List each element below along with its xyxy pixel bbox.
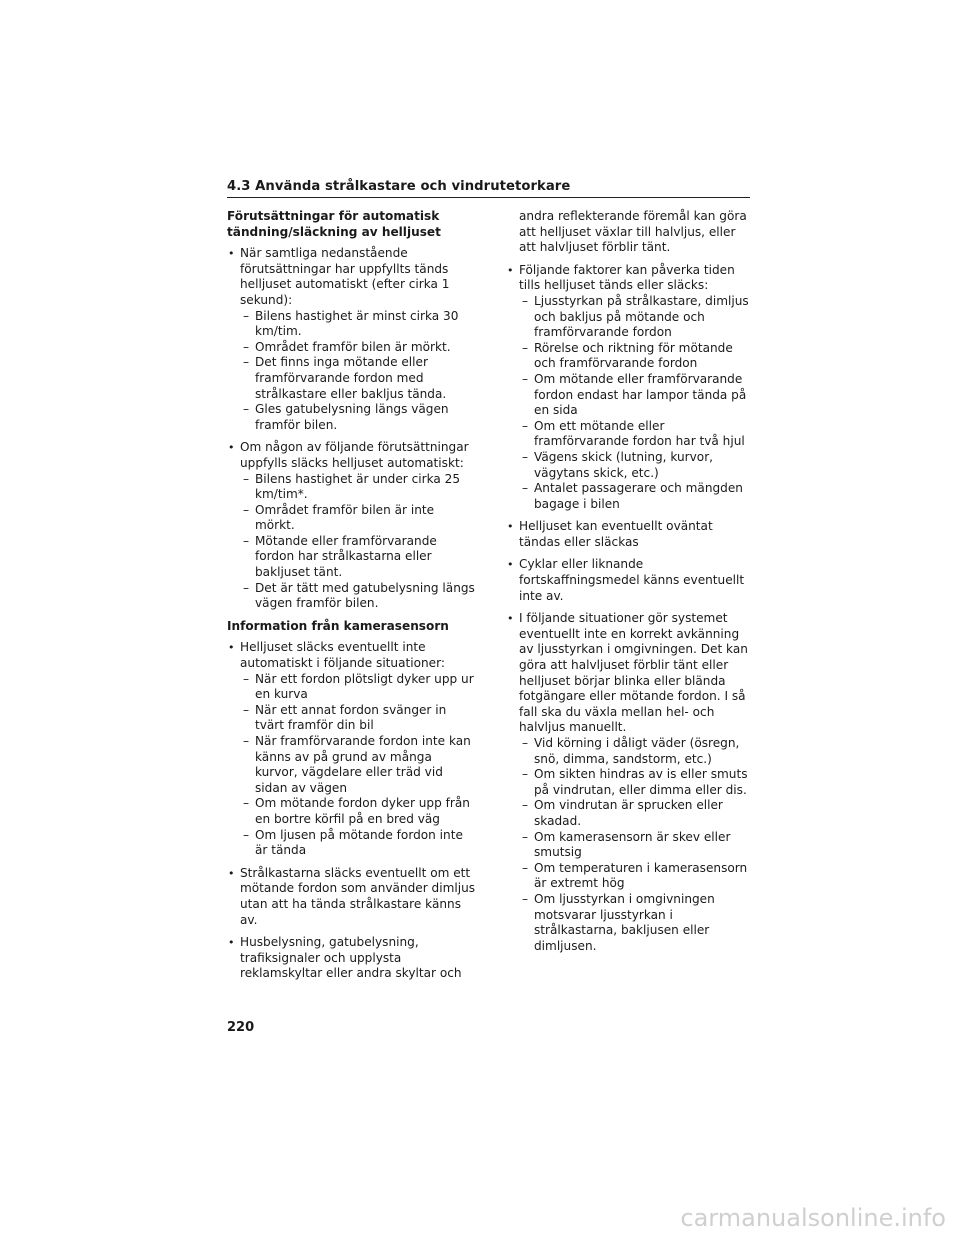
sub-item — [243, 734, 477, 796]
bullet-item — [227, 246, 477, 433]
sub-item-text: Om ljusstyrkan i omgivningen motsvarar ljusstyrkan i strålkastarna, bakljusen eller dimljusen. — [534, 891, 715, 953]
sub-item-text: Antalet passagerare och mängden bagage i bilen — [534, 481, 743, 511]
sub-item-text: Om ett mötande eller framförvarande fordon har två hjul — [534, 418, 745, 449]
bullet-icon: • — [228, 247, 235, 261]
bullet-text: Helljuset släcks eventuellt inte automatiskt i följande situationer: — [240, 640, 445, 671]
page-number: 220 — [227, 1020, 255, 1035]
sub-item-text: Om sikten hindras av is eller smuts på vindrutan, eller dimma eller dis. — [534, 767, 748, 797]
dash-icon: – — [243, 355, 250, 370]
sub-item — [522, 481, 756, 512]
sub-item — [522, 341, 756, 372]
dash-icon: – — [522, 798, 529, 813]
sub-list — [240, 309, 477, 434]
bullet-icon: • — [507, 612, 514, 626]
bullet-item — [227, 866, 477, 928]
bullet-item — [227, 935, 477, 982]
sub-list — [519, 736, 756, 954]
sub-item — [243, 828, 477, 859]
dash-icon: – — [243, 580, 250, 595]
dash-icon: – — [522, 736, 529, 750]
sub-item — [243, 472, 477, 503]
dash-icon: – — [243, 402, 250, 417]
sub-item — [522, 372, 756, 419]
sub-item — [522, 450, 756, 481]
sub-item-text: Om vindrutan är sprucken eller skadad. — [534, 798, 723, 828]
sub-item-text: Mötande eller framförvarande fordon har strålkastarna eller bakljuset tänt. — [255, 533, 437, 580]
bullet-item — [506, 557, 756, 604]
sub-item — [522, 861, 756, 892]
bullet-list-camera — [227, 640, 477, 981]
dash-icon: – — [243, 671, 250, 686]
bullet-text: När samtliga nedanstående förutsättningar har uppfyllts tänds helljuset automatiskt (efter cirka 1 sekund): — [240, 246, 450, 307]
sub-item — [522, 736, 756, 767]
dash-icon: – — [243, 533, 250, 548]
sub-list — [240, 472, 477, 612]
bullet-item — [506, 519, 756, 550]
sub-item-text: Området framför bilen är inte mörkt. — [255, 502, 435, 533]
sub-item — [243, 703, 477, 734]
bullet-icon: • — [507, 263, 514, 277]
bullet-icon: • — [228, 866, 235, 880]
sub-item-text: Det är tätt med gatubelysning längs vägen framför bilen. — [255, 580, 475, 611]
left-column — [227, 209, 477, 989]
sub-item — [522, 767, 756, 798]
sub-item-text: Vid körning i dåligt väder (ösregn, snö, dimma, sandstorm, etc.) — [534, 736, 740, 766]
sub-item — [243, 402, 477, 433]
sub-item-text: Om mötande eller framförvarande fordon endast har lampor tända på en sida — [534, 371, 747, 418]
dash-icon: – — [522, 767, 529, 782]
dash-icon: – — [522, 418, 529, 433]
sub-item — [243, 340, 477, 356]
dash-icon: – — [522, 481, 529, 496]
dash-icon: – — [243, 339, 250, 354]
sub-item-text: Vägens skick (lutning, kurvor, vägytans skick, etc.) — [534, 449, 714, 480]
heading-camera-sensor: Information från kamerasensorn — [227, 618, 449, 633]
bullet-item — [227, 640, 477, 858]
dash-icon: – — [243, 827, 250, 842]
bullet-list-factors — [506, 263, 756, 955]
bullet-text: Husbelysning, gatubelysning, trafiksignaler och upplysta reklamskyltar eller andra skyltar och — [240, 935, 462, 981]
dash-icon: – — [522, 891, 529, 906]
sub-item — [243, 796, 477, 827]
watermark-text: carmanualsonline.info — [680, 1204, 946, 1232]
dash-icon: – — [522, 371, 529, 386]
dash-icon: – — [243, 702, 250, 717]
sub-list — [519, 294, 756, 512]
bullet-icon: • — [507, 558, 514, 572]
sub-item — [522, 830, 756, 861]
sub-item-text: Bilens hastighet är minst cirka 30 km/tim. — [255, 308, 459, 339]
sub-item-text: När ett annat fordon svänger in tvärt framför din bil — [255, 702, 447, 733]
sub-item-text: Det finns inga mötande eller framförvarande fordon med strålkastare eller bakljus tända. — [255, 355, 447, 401]
bullet-text: Följande faktorer kan påverka tiden tills helljuset tänds eller släcks: — [519, 262, 735, 293]
sub-item — [522, 892, 756, 954]
sub-item-text: Om temperaturen i kamerasensorn är extremt hög — [534, 860, 748, 891]
sub-item — [243, 355, 477, 402]
sub-item — [243, 309, 477, 340]
section-title: 4.3 Använda strålkastare och vindrutetorkare — [227, 179, 571, 194]
sub-list — [240, 672, 477, 859]
dash-icon: – — [522, 293, 529, 308]
bullet-text: Strålkastarna släcks eventuellt om ett mötande fordon som använder dimljus utan att ha tända strålkastare känns av. — [240, 865, 476, 927]
sub-item — [243, 503, 477, 534]
dash-icon: – — [243, 734, 250, 748]
dash-icon: – — [522, 829, 529, 844]
sub-item-text: När framförvarande fordon inte kan känns av på grund av många kurvor, vägdelare eller träd vid sidan av vägen — [255, 734, 471, 795]
bullet-item — [227, 440, 477, 612]
sub-item-text: Rörelse och riktning för mötande och framförvarande fordon — [534, 340, 733, 371]
dash-icon: – — [522, 340, 529, 355]
sub-item-text: Bilens hastighet är under cirka 25 km/tim*. — [255, 471, 461, 502]
sub-item-text: Om kamerasensorn är skev eller smutsig — [534, 829, 731, 860]
dash-icon: – — [243, 502, 250, 517]
sub-item — [243, 534, 477, 581]
section-header — [227, 179, 750, 198]
sub-item — [243, 581, 477, 612]
bullet-text: Cyklar eller liknande fortskaffningsmedel känns eventuellt inte av. — [519, 557, 745, 603]
sub-item-text: Gles gatubelysning längs vägen framför bilen. — [255, 402, 449, 432]
right-column — [506, 209, 756, 961]
sub-item — [243, 672, 477, 703]
dash-icon: – — [243, 471, 250, 486]
sub-item-text: Ljusstyrkan på strålkastare, dimljus och bakljus på mötande och framförvarande fordon — [534, 293, 749, 340]
dash-icon: – — [522, 449, 529, 464]
bullet-item — [506, 263, 756, 513]
bullet-text: Om någon av följande förutsättningar uppfylls släcks helljuset automatiskt: — [240, 440, 469, 470]
bullet-item — [506, 611, 756, 954]
bullet-list-conditions — [227, 246, 477, 612]
sub-item-text: När ett fordon plötsligt dyker upp ur en kurva — [255, 671, 474, 702]
bullet-icon: • — [228, 936, 235, 950]
bullet-text: Helljuset kan eventuellt oväntat tändas eller släckas — [519, 519, 713, 549]
sub-item — [522, 419, 756, 450]
sub-item — [522, 798, 756, 829]
bullet-icon: • — [507, 520, 514, 534]
sub-item — [522, 294, 756, 341]
dash-icon: – — [243, 308, 250, 323]
sub-item-text: Området framför bilen är mörkt. — [255, 339, 451, 354]
sub-item-text: Om mötande fordon dyker upp från en bortre körfil på en bred väg — [255, 796, 470, 826]
bullet-icon: • — [228, 641, 235, 655]
bullet-icon: • — [228, 441, 235, 455]
bullet-text: I följande situationer gör systemet eventuellt inte en korrekt avkänning av ljusstyrkan i omgivningen. Det kan göra att halvljuset förblir tänt eller helljuset börjar blinka eller blända fotgängare eller mötande fordon. I så fall ska du växla mellan hel- och halvljus manuellt. — [519, 611, 748, 735]
continued-paragraph: andra reflekterande föremål kan göra att helljuset växlar till halvljus, eller att halvljuset förblir tänt. — [519, 209, 747, 255]
dash-icon: – — [522, 860, 529, 875]
heading-automatic-conditions: Förutsättningar för automatisk tändning/släckning av helljuset — [227, 209, 441, 239]
dash-icon: – — [243, 796, 250, 811]
sub-item-text: Om ljusen på mötande fordon inte är tända — [255, 827, 463, 858]
